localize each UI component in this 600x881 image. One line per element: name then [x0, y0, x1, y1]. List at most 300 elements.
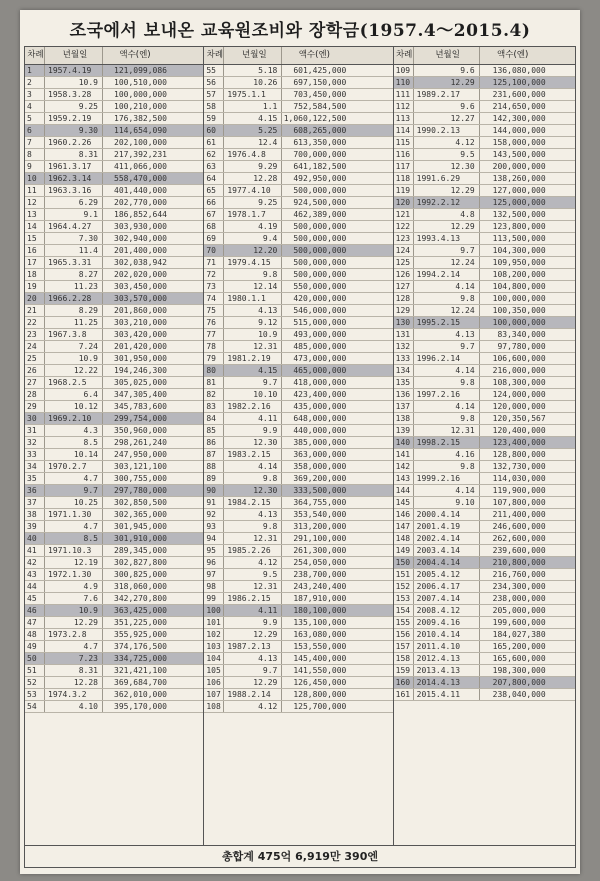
row-date: 1.1	[224, 101, 282, 112]
row-number: 123	[394, 233, 414, 244]
row-amount: 163,080,000	[293, 630, 347, 639]
table-row	[25, 617, 203, 629]
row-number: 48	[25, 629, 45, 640]
row-number: 133	[394, 353, 414, 364]
row-amount: 135,100,000	[293, 618, 347, 627]
row-amount: 108,300,000	[492, 378, 546, 387]
row-date: 2010.4.14	[414, 629, 480, 640]
table-row	[25, 293, 203, 305]
header-no: 차례	[394, 47, 414, 64]
row-date: 10.9	[45, 353, 103, 364]
row-amount: 303,210,000	[114, 318, 167, 327]
row-date: 7.6	[45, 593, 103, 604]
row-date: 10.9	[224, 329, 282, 340]
row-amount: 100,000,000	[492, 318, 546, 327]
row-date: 4.14	[414, 401, 480, 412]
row-amount: 303,121,100	[114, 462, 167, 471]
row-date: 9.9	[224, 617, 282, 628]
row-number: 126	[394, 269, 414, 280]
row-number: 86	[204, 437, 224, 448]
row-number: 54	[25, 701, 45, 712]
row-amount: 176,382,500	[114, 114, 167, 123]
row-amount: 141,550,000	[293, 666, 347, 675]
row-amount: 648,000,000	[293, 414, 347, 423]
table-row	[25, 173, 203, 185]
row-amount: 423,400,000	[293, 390, 347, 399]
row-number: 136	[394, 389, 414, 400]
row-date: 1977.4.10	[224, 185, 282, 196]
table-row	[25, 305, 203, 317]
row-number: 89	[204, 473, 224, 484]
table-row	[394, 341, 575, 353]
table-row	[394, 89, 575, 101]
table-row	[25, 233, 203, 245]
table-row	[25, 509, 203, 521]
table-row	[394, 317, 575, 329]
row-amount: 462,389,000	[293, 210, 347, 219]
row-amount: 700,000,000	[293, 150, 347, 159]
row-amount: 201,860,000	[114, 306, 167, 315]
row-number: 98	[204, 581, 224, 592]
row-date: 11.4	[45, 245, 103, 256]
row-date: 1972.1.30	[45, 569, 103, 580]
row-number: 29	[25, 401, 45, 412]
row-amount: 351,225,000	[114, 618, 167, 627]
row-amount: 303,570,000	[114, 294, 167, 303]
row-date: 1989.2.17	[414, 89, 480, 100]
row-date: 1997.2.16	[414, 389, 480, 400]
row-amount: 347,305,400	[114, 390, 167, 399]
row-amount: 100,000,000	[114, 90, 167, 99]
row-number: 32	[25, 437, 45, 448]
table-row	[394, 197, 575, 209]
row-number: 91	[204, 497, 224, 508]
row-number: 148	[394, 533, 414, 544]
table-row	[204, 113, 392, 125]
row-date: 2007.4.14	[414, 593, 480, 604]
row-number: 122	[394, 221, 414, 232]
row-number: 78	[204, 341, 224, 352]
row-number: 76	[204, 317, 224, 328]
row-number: 9	[25, 161, 45, 172]
table-row	[394, 185, 575, 197]
row-amount: 120,000,000	[492, 402, 546, 411]
row-number: 153	[394, 593, 414, 604]
row-date: 12.30	[414, 161, 480, 172]
table-row	[394, 677, 575, 689]
row-amount: 210,800,000	[492, 558, 546, 567]
row-date: 2004.4.14	[414, 557, 480, 568]
row-date: 1969.2.10	[45, 413, 103, 424]
row-amount: 641,182,500	[293, 162, 347, 171]
row-amount: 289,345,000	[114, 546, 167, 555]
table-row	[204, 569, 392, 581]
row-date: 9.1	[45, 209, 103, 220]
table-header	[204, 47, 392, 65]
row-number: 147	[394, 521, 414, 532]
row-date: 1984.2.15	[224, 497, 282, 508]
row-amount: 202,770,000	[114, 198, 167, 207]
row-amount: 120,400,000	[492, 426, 546, 435]
row-number: 157	[394, 641, 414, 652]
row-date: 4.16	[414, 449, 480, 460]
header-date: 년월일	[45, 47, 103, 64]
row-number: 38	[25, 509, 45, 520]
row-number: 26	[25, 365, 45, 376]
header-amount: 액수(엔)	[497, 50, 529, 60]
row-amount: 201,400,000	[114, 246, 167, 255]
row-number: 36	[25, 485, 45, 496]
table-row	[25, 209, 203, 221]
row-number: 70	[204, 245, 224, 256]
row-amount: 238,040,000	[492, 690, 546, 699]
table-row	[204, 557, 392, 569]
row-date: 1963.3.16	[45, 185, 103, 196]
row-number: 117	[394, 161, 414, 172]
row-date: 5.18	[224, 65, 282, 76]
row-amount: 214,650,000	[492, 102, 546, 111]
row-date: 4.12	[414, 137, 480, 148]
table-block-1	[25, 47, 204, 845]
table-row	[394, 269, 575, 281]
table-row	[394, 689, 575, 701]
row-amount: 333,500,000	[293, 486, 347, 495]
table-row	[204, 197, 392, 209]
row-date: 1980.1.1	[224, 293, 282, 304]
row-number: 154	[394, 605, 414, 616]
row-date: 12.14	[224, 281, 282, 292]
row-number: 65	[204, 185, 224, 196]
table-row	[25, 353, 203, 365]
table-row	[25, 197, 203, 209]
table-row	[25, 245, 203, 257]
row-date: 12.22	[45, 365, 103, 376]
row-amount: 752,584,500	[293, 102, 347, 111]
row-amount: 302,365,000	[114, 510, 167, 519]
row-number: 130	[394, 317, 414, 328]
table-row	[25, 701, 203, 713]
table-row	[394, 233, 575, 245]
table-row	[204, 545, 392, 557]
row-amount: 211,400,000	[492, 510, 546, 519]
row-number: 77	[204, 329, 224, 340]
row-number: 47	[25, 617, 45, 628]
row-amount: 492,950,000	[293, 174, 347, 183]
row-number: 66	[204, 197, 224, 208]
row-number: 14	[25, 221, 45, 232]
row-amount: 238,000,000	[492, 594, 546, 603]
table-row	[25, 653, 203, 665]
row-amount: 342,270,800	[114, 594, 167, 603]
row-date: 7.23	[45, 653, 103, 664]
table-row	[25, 545, 203, 557]
row-number: 64	[204, 173, 224, 184]
row-number: 11	[25, 185, 45, 196]
header-amount: 액수(엔)	[298, 50, 330, 60]
row-amount: 303,420,000	[114, 330, 167, 339]
row-date: 4.11	[224, 413, 282, 424]
row-date: 1965.3.31	[45, 257, 103, 268]
table-row	[25, 533, 203, 545]
row-date: 10.26	[224, 77, 282, 88]
row-amount: 420,000,000	[293, 294, 347, 303]
row-date: 12.31	[224, 341, 282, 352]
table-row	[394, 353, 575, 365]
row-amount: 298,261,240	[114, 438, 167, 447]
row-amount: 144,000,000	[492, 126, 546, 135]
row-date: 2008.4.12	[414, 605, 480, 616]
row-date: 4.13	[224, 305, 282, 316]
row-date: 1982.2.16	[224, 401, 282, 412]
row-amount: 301,910,000	[114, 534, 167, 543]
row-amount: 500,000,000	[293, 270, 347, 279]
row-number: 57	[204, 89, 224, 100]
row-date: 9.6	[414, 65, 480, 76]
row-number: 152	[394, 581, 414, 592]
row-amount: 145,400,000	[293, 654, 347, 663]
row-number: 139	[394, 425, 414, 436]
table-row	[204, 593, 392, 605]
row-date: 10.9	[45, 605, 103, 616]
row-date: 1983.2.15	[224, 449, 282, 460]
row-amount: 132,500,000	[492, 210, 546, 219]
table-row	[204, 617, 392, 629]
row-date: 9.7	[45, 485, 103, 496]
row-amount: 136,080,000	[492, 66, 546, 75]
row-date: 12.28	[224, 173, 282, 184]
row-date: 1959.2.19	[45, 113, 103, 124]
row-date: 4.7	[45, 641, 103, 652]
table-row	[25, 557, 203, 569]
header-date: 년월일	[414, 47, 480, 64]
row-amount: 369,200,000	[293, 474, 347, 483]
row-number: 27	[25, 377, 45, 388]
table-row	[204, 389, 392, 401]
row-number: 101	[204, 617, 224, 628]
row-date: 4.13	[224, 509, 282, 520]
header-date: 년월일	[224, 47, 282, 64]
table-row	[394, 641, 575, 653]
row-amount: 187,910,000	[293, 594, 347, 603]
row-amount: 125,100,000	[492, 78, 546, 87]
grand-total: 총합계 475억 6,919만 390엔	[24, 846, 576, 868]
row-number: 60	[204, 125, 224, 136]
row-number: 10	[25, 173, 45, 184]
row-date: 1961.3.17	[45, 161, 103, 172]
row-amount: 362,010,000	[114, 690, 167, 699]
row-number: 113	[394, 113, 414, 124]
row-date: 1995.2.15	[414, 317, 480, 328]
table-row	[25, 281, 203, 293]
table-row	[204, 329, 392, 341]
table-row	[25, 665, 203, 677]
row-number: 3	[25, 89, 45, 100]
row-amount: 165,600,000	[492, 654, 546, 663]
table-row	[394, 509, 575, 521]
row-amount: 301,950,000	[114, 354, 167, 363]
table-row	[394, 137, 575, 149]
row-date: 9.8	[414, 413, 480, 424]
row-date: 1975.1.1	[224, 89, 282, 100]
table-row	[25, 65, 203, 77]
row-date: 9.8	[414, 377, 480, 388]
row-amount: 302,940,000	[114, 234, 167, 243]
row-number: 67	[204, 209, 224, 220]
row-number: 4	[25, 101, 45, 112]
row-number: 31	[25, 425, 45, 436]
table-block-3	[394, 47, 575, 845]
row-number: 79	[204, 353, 224, 364]
row-date: 1960.2.26	[45, 137, 103, 148]
row-amount: 128,800,000	[293, 690, 347, 699]
table-row	[204, 413, 392, 425]
row-number: 49	[25, 641, 45, 652]
row-number: 94	[204, 533, 224, 544]
row-date: 1958.3.28	[45, 89, 103, 100]
row-amount: 440,000,000	[293, 426, 347, 435]
row-date: 12.29	[224, 629, 282, 640]
row-amount: 297,780,000	[114, 486, 167, 495]
row-number: 71	[204, 257, 224, 268]
row-date: 4.7	[45, 473, 103, 484]
row-number: 35	[25, 473, 45, 484]
row-date: 1971.1.30	[45, 509, 103, 520]
row-date: 1990.2.13	[414, 125, 480, 136]
row-amount: 299,754,000	[114, 414, 167, 423]
row-number: 18	[25, 269, 45, 280]
row-amount: 113,500,000	[492, 234, 546, 243]
table-row	[25, 317, 203, 329]
row-number: 111	[394, 89, 414, 100]
row-number: 149	[394, 545, 414, 556]
row-date: 12.24	[414, 305, 480, 316]
table-row	[394, 221, 575, 233]
row-date: 9.5	[224, 569, 282, 580]
row-amount: 199,600,000	[492, 618, 546, 627]
row-number: 59	[204, 113, 224, 124]
table-row	[394, 101, 575, 113]
row-amount: 234,300,000	[492, 582, 546, 591]
row-number: 22	[25, 317, 45, 328]
row-number: 112	[394, 101, 414, 112]
row-amount: 194,246,300	[114, 366, 167, 375]
row-number: 87	[204, 449, 224, 460]
row-date: 12.31	[224, 581, 282, 592]
table-row	[204, 641, 392, 653]
row-amount: 546,000,000	[293, 306, 347, 315]
row-number: 12	[25, 197, 45, 208]
row-date: 4.14	[414, 485, 480, 496]
table-row	[394, 581, 575, 593]
table-row	[204, 341, 392, 353]
row-amount: 143,500,000	[492, 150, 546, 159]
row-amount: 261,300,000	[293, 546, 347, 555]
table-row	[204, 449, 392, 461]
table-row	[204, 509, 392, 521]
row-number: 37	[25, 497, 45, 508]
table-row	[25, 389, 203, 401]
row-number: 105	[204, 665, 224, 676]
row-number: 155	[394, 617, 414, 628]
row-date: 12.20	[224, 245, 282, 256]
row-amount: 158,000,000	[492, 138, 546, 147]
table-row	[25, 437, 203, 449]
table-row	[204, 89, 392, 101]
row-date: 1970.2.7	[45, 461, 103, 472]
table-row	[394, 665, 575, 677]
row-date: 8.31	[45, 149, 103, 160]
table-row	[204, 173, 392, 185]
row-date: 4.12	[224, 557, 282, 568]
row-date: 12.29	[414, 185, 480, 196]
table-row	[204, 245, 392, 257]
table-row	[25, 137, 203, 149]
row-number: 135	[394, 377, 414, 388]
row-amount: 202,100,000	[114, 138, 167, 147]
row-amount: 485,000,000	[293, 342, 347, 351]
row-date: 1996.2.14	[414, 353, 480, 364]
row-number: 75	[204, 305, 224, 316]
table-row	[394, 365, 575, 377]
row-date: 2005.4.12	[414, 569, 480, 580]
row-number: 5	[25, 113, 45, 124]
row-amount: 120,350,567	[492, 414, 546, 423]
table-row	[25, 677, 203, 689]
row-amount: 465,000,000	[293, 366, 347, 375]
row-amount: 363,000,000	[293, 450, 347, 459]
row-number: 23	[25, 329, 45, 340]
row-date: 4.15	[224, 365, 282, 376]
table-row	[25, 461, 203, 473]
row-number: 120	[394, 197, 414, 208]
page-title: 조국에서 보내온 교육원조비와 장학금(1957.4～2015.4)	[69, 21, 531, 41]
row-date: 9.12	[224, 317, 282, 328]
table-row	[204, 401, 392, 413]
row-number: 151	[394, 569, 414, 580]
row-date: 7.24	[45, 341, 103, 352]
row-date: 12.29	[45, 617, 103, 628]
row-amount: 104,300,000	[492, 246, 546, 255]
row-amount: 334,725,000	[114, 654, 167, 663]
row-date: 10.10	[224, 389, 282, 400]
row-date: 11.23	[45, 281, 103, 292]
row-number: 30	[25, 413, 45, 424]
row-date: 10.14	[45, 449, 103, 460]
table-row	[394, 389, 575, 401]
row-date: 1966.2.28	[45, 293, 103, 304]
row-amount: 291,100,000	[293, 534, 347, 543]
table-row	[394, 293, 575, 305]
row-number: 119	[394, 185, 414, 196]
row-amount: 83,340,000	[497, 330, 546, 339]
row-amount: 350,960,000	[114, 426, 167, 435]
row-date: 9.30	[45, 125, 103, 136]
row-date: 4.10	[45, 701, 103, 712]
row-amount: 302,850,500	[114, 498, 167, 507]
row-date: 2009.4.16	[414, 617, 480, 628]
row-amount: 353,540,000	[293, 510, 347, 519]
table-row	[394, 209, 575, 221]
table-row	[25, 77, 203, 89]
row-date: 7.30	[45, 233, 103, 244]
row-date: 1968.2.5	[45, 377, 103, 388]
row-number: 160	[394, 677, 414, 688]
table-row	[204, 269, 392, 281]
row-date: 10.25	[45, 497, 103, 508]
table-row	[204, 77, 392, 89]
row-number: 74	[204, 293, 224, 304]
row-number: 131	[394, 329, 414, 340]
